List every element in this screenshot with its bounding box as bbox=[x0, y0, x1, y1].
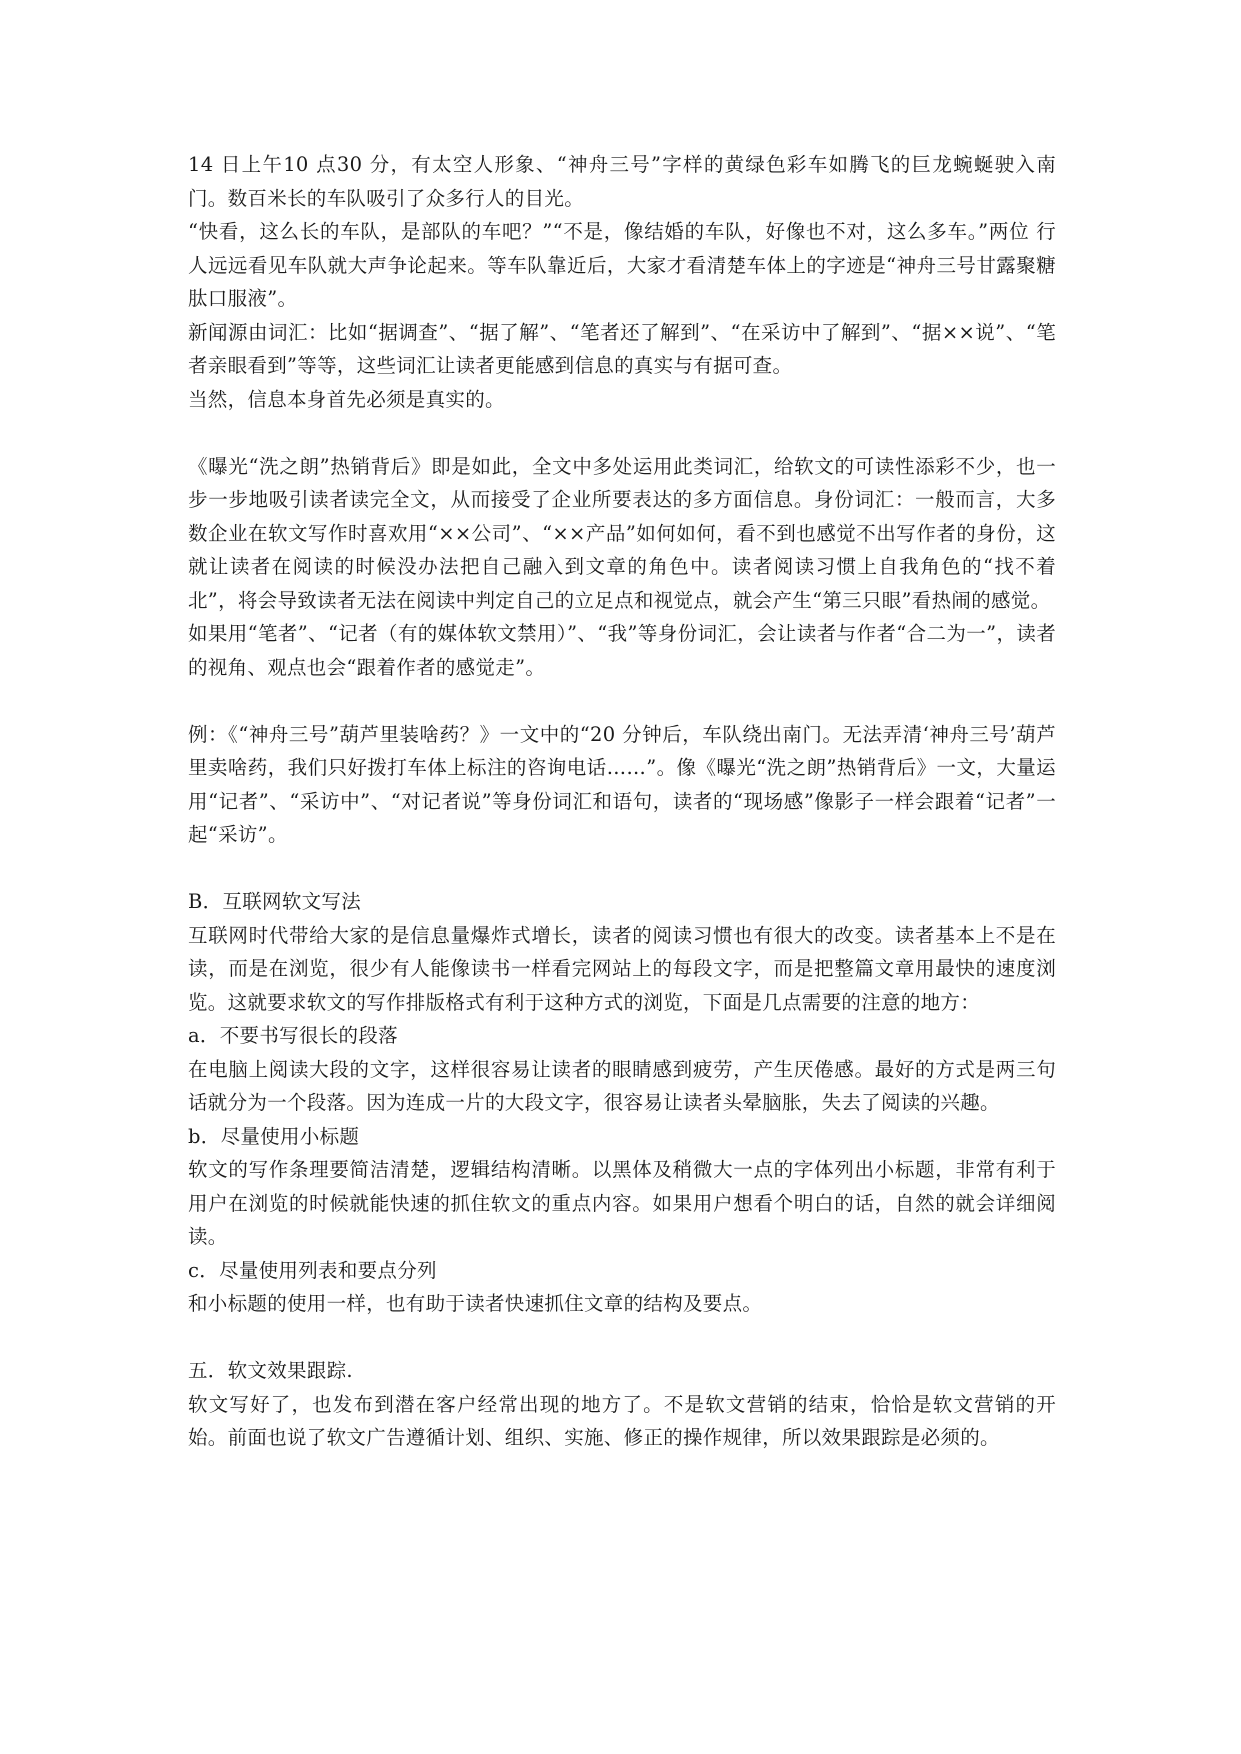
subheading: c．尽量使用列表和要点分列 bbox=[188, 1258, 437, 1282]
paragraph: 14 日上午10 点30 分，有太空人形象、“神舟三号”字样的黄绿色彩车如腾飞的巨龙蜿蜒驶入南门。数百米长的车队吸引了众多行人的目光。 bbox=[188, 153, 1056, 210]
document-body bbox=[188, 148, 1056, 1455]
paragraph: 在电脑上阅读大段的文字，这样很容易让读者的眼睛感到疲劳，产生厌倦感。最好的方式是两三句话就分为一个段落。因为连成一片的大段文字，很容易让读者头晕脑胀，失去了阅读的兴趣。 bbox=[188, 1057, 1056, 1114]
section-heading: B．互联网软文写法 bbox=[188, 890, 362, 913]
paragraph: 软文的写作条理要简洁清楚，逻辑结构清晰。以黑体及稍微大一点的字体列出小标题，非常有利于用户在浏览的时候就能快速的抓住软文的重点内容。如果用户想看个明白的话，自然的就会详细阅读。 bbox=[188, 1158, 1056, 1248]
paragraph: 软文写好了，也发布到潜在客户经常出现的地方了。不是软文营销的结束，恰恰是软文营销的开始。前面也说了软文广告遵循计划、组织、实施、修正的操作规律，所以效果跟踪是必须的。 bbox=[188, 1392, 1056, 1449]
paragraph: 互联网时代带给大家的是信息量爆炸式增长，读者的阅读习惯也有很大的改变。读者基本上不是在读，而是在浏览，很少有人能像读书一样看完网站上的每段文字，而是把整篇文章用最快的速度浏览。这就要求软文的写作排版格式有利于这种方式的浏览，下面是几点需要的注意的地方： bbox=[188, 923, 1056, 1014]
paragraph: 《曝光“洗之朗”热销背后》即是如此，全文中多处运用此类词汇，给软文的可读性添彩不少，也一步一步地吸引读者读完全文，从而接受了企业所要表达的多方面信息。身份词汇：一般而言，大多数企业在软文写作时喜欢用“××公司”、“××产品”如何如何，看不到也感觉不出写作者的身份，这就让读者在阅读的时候没办法把自己融入到文章的角色中。读者阅读习惯上自我角色的“找不着北”，将会导致读者无法在阅读中判定自己的立足点和视觉点，就会产生“第三只眼”看热闹的感觉。 bbox=[188, 454, 1056, 612]
paragraph: 当然，信息本身首先必须是真实的。 bbox=[188, 387, 505, 411]
paragraph: 例：《“神舟三号”葫芦里装啥药？》一文中的“20 分钟后，车队绕出南门。无法弄清‘神舟三号’葫芦里卖啥药，我们只好拨打车体上标注的咨询电话……”。像《曝光“洗之朗”热销背后》一文，大量运用“记者”、“采访中”、“对记者说”等身份词汇和语句，读者的“现场感”像影子一样会跟着“记者”一起“采访”。 bbox=[188, 722, 1056, 846]
section-heading: 五．软文效果跟踪. bbox=[188, 1359, 353, 1382]
subheading: a．不要书写很长的段落 bbox=[188, 1024, 398, 1047]
paragraph: 新闻源由词汇：比如“据调查”、“据了解”、“笔者还了解到”、“在采访中了解到”、“据××说”、“笔者亲眼看到”等等，这些词汇让读者更能感到信息的真实与有据可查。 bbox=[188, 320, 1056, 377]
paragraph: 如果用“笔者”、“记者（有的媒体软文禁用）”、“我”等身份词汇，会让读者与作者“合二为一”，读者的视角、观点也会“跟着作者的感觉走”。 bbox=[188, 622, 1056, 679]
subheading: b．尽量使用小标题 bbox=[188, 1124, 360, 1148]
paragraph: 和小标题的使用一样，也有助于读者快速抓住文章的结构及要点。 bbox=[188, 1292, 763, 1315]
paragraph: “快看，这么长的车队，是部队的车吧？”“不是，像结婚的车队，好像也不对，这么多车。”两位 行人远远看见车队就大声争论起来。等车队靠近后，大家才看清楚车体上的字迹是“神舟三号甘露聚糖肽口服液”。 bbox=[188, 220, 1056, 310]
